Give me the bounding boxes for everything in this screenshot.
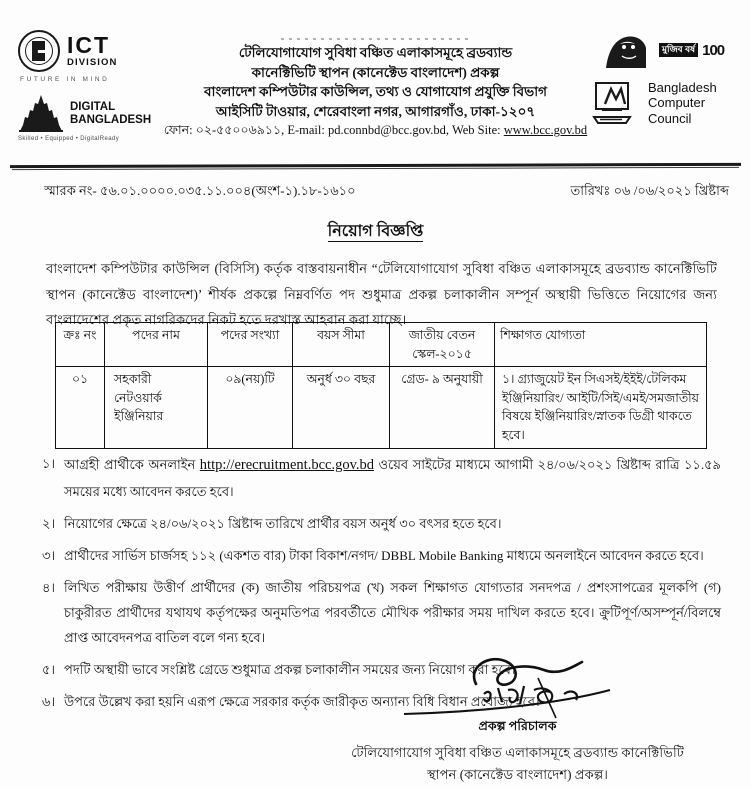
letterhead [0,0,751,140]
bcc-line1: Bangladesh [648,80,717,95]
ict-division-logo [18,30,168,72]
phone-label: ফোন: [163,123,196,138]
digital-bangladesh-tagline: Skilled • Equipped • DigitalReady [18,136,120,142]
email-address: pd.connbd@bcc.gov.bd [327,123,446,138]
intro-paragraph: বাংলাদেশ কম্পিউটার কাউন্সিল (বিসিসি) কর্তৃক বাস্তবায়নাধীন “টেলিযোগাযোগ সুবিধা বঞ্চিত এলাকাসমূহে ব্রডব্যান্ড কানেক্টিভিটি স্থাপন (কানেক্টেড বাংলাদেশ)’ শীর্ষক প্রকল্পে নিম্নবর্ণিত পদ শুধুমাত্র প্রকল্প চলাকালীন সম্পূর্ন অস্থায়ী ভিত্তিতে নিয়োগের জন্য বাংলাদেশের প্রকৃত নাগরিকদের নিকট হতে দরখাস্ত আহবান করা যাচ্ছে। [46,261,717,328]
govt-seal-icon [18,30,60,72]
cell-post-name: সহকারী নেটওয়ার্ক ইঞ্জিনিয়ার [105,367,208,448]
clause-number-1: ১। [42,456,56,471]
header-divider [10,163,741,168]
clause-body-3 [64,544,721,569]
mujib-borsho-label: মুজিব বর্ষ [659,43,698,56]
clause-body-5: পদটি অস্থায়ী ভাবে সংশ্লিষ্ট গ্রেডে শুধুমাত্র প্রকল্প চলাকালীন সময়ের জন্য নিয়োগ করা হবে। [64,661,516,677]
website-url[interactable]: www.bcc.gov.bd [503,123,588,138]
list-item [42,452,721,505]
clause-number-5: ৫। [42,661,56,677]
cell-qualification: ১। গ্র্যাজুয়েট ইন সিএসই/ইইই/টেলিকম ইঞ্জিনিয়ারিং/ আইটি/সিই/এমই/সমজাতীয় বিষয়ে ইঞ্জিনিয়ারিং/স্নাতক ডিগ্রী থাকতে হবে। [495,367,707,448]
mujib-borsho-logo [600,30,737,70]
computer-monitor-icon [592,81,640,125]
ict-label: ICT [67,32,111,59]
header-qualification: শিক্ষাগত যোগ্যতা [495,323,707,367]
letterhead-center-text [161,26,591,140]
handwritten-signature-icon [368,650,668,722]
clause-body-2: নিয়োগের ক্ষেত্রে ২৪/০৬/২০২১ খ্রিষ্টাব্দ তারিখে প্রার্থীর বয়স অনুর্ধ ৩০ বৎসর হতে হবে। [64,515,502,531]
clause-3-pre: প্রার্থীদের সার্ভিস চার্জসহ ১১২ (একশত বার) টাকা বিকাশ/নগদ/ [64,547,382,563]
header-pay-scale: জাতীয় বেতন স্কেল-২০১৫ [390,323,495,367]
project-title-line2: কানেক্টিভিটি স্থাপন (কানেক্টেড বাংলাদেশ) প্রকল্প [251,64,500,80]
cell-sl: ০১ [56,367,105,448]
signatory-organization [300,742,735,786]
erecruitment-url[interactable]: http://erecruitment.bcc.gov.bd [199,457,375,473]
mujib-hundred-label: 100 [702,41,725,59]
clause-number-6: ৬। [42,693,56,709]
bangabandhu-portrait-icon [600,30,656,70]
db-line2: BANGLADESH [70,114,152,126]
db-line1: DIGITAL [70,101,116,114]
dbbl-mobile-banking-label: DBBL Mobile Banking [381,547,504,563]
bcc-line2: Computer [648,95,706,111]
ict-tagline: FUTURE IN MIND [20,76,110,83]
bcc-line3: Council [648,110,692,126]
clause-number-3: ৩। [42,547,56,563]
project-title-line1: টেলিযোগাযোগ সুবিধা বঞ্চিত এলাকাসমূহে ব্রডব্যান্ড [238,45,513,60]
ict-wordmark [67,34,118,68]
cell-post-count: ০৯(নয়)টি [208,367,293,448]
email-label: , E-mail: [281,123,328,138]
header-post-name: পদের নাম [105,323,208,367]
list-item [42,544,721,569]
table-header-row [56,323,707,367]
address-line: আইসিটি টাওয়ার, শেরেবাংলা নগর, আগারগাঁও, ঢাকা-১২০৭ [215,103,536,119]
organization-line: বাংলাদেশ কম্পিউটার কাউন্সিল, তথ্য ও যোগাযোগ প্রযুক্তি বিভাগ [204,84,547,100]
shapla-monument-icon [18,94,64,134]
cell-age-limit: অনুর্ধ ৩০ বছর [293,367,390,448]
clause-body-4: লিখিত পরীক্ষায় উত্তীর্ণ প্রার্থীদের (ক) জাতীয় পরিচয়পত্র (খ) সকল শিক্ষাগত যোগ্যতার সনদপত্র / প্রশংসাপত্রের মূলকপি (গ) চাকুরীরত প্রার্থীদের যথাযথ কর্তৃপক্ষের অনুমতিপত্র পরবর্তীতে মৌখিক পরীক্ষার সময় দাখিল করতে হবে। ক্রুটিপূর্ণ/অসম্পূর্ন/বিলম্বে প্রাপ্ত আবেদনপত্র বাতিল বলে গন্য হবে। [64,579,722,645]
page-title [0,218,751,245]
header-sl: ক্রঃ নং [56,323,105,367]
list-item [42,576,721,651]
page-title-text: নিয়োগ বিজ্ঞপ্তি [327,223,424,240]
left-logo-column [18,30,168,142]
website-label: , Web Site: [445,123,504,138]
digital-bangladesh-logo [18,94,168,134]
clause-body-1 [64,452,721,505]
memo-date: তারিখঃ ০৬ /০৬/২০২১ খ্রিষ্টাব্দ [570,183,729,198]
header-age-limit: বয়স সীমা [293,323,390,367]
clause-3-post: মাধ্যমে অনলাইনে আবেদন করতে হবে। [503,547,704,563]
header-post-count: পদের সংখ্যা [208,323,293,367]
clause-1-post: ওয়েব সাইটের মাধ্যমে আগামী ২৪/০৬/২০২১ খ্রিষ্টাব্দ রাত্রি ১১.৫৯ সময়ের মধ্যে আবেদন করতে হবে। [64,457,721,499]
clause-number-2: ২। [42,515,56,531]
bcc-logo [592,80,737,126]
clause-number-4: ৪। [42,579,56,595]
signature-block [300,650,735,786]
phone-number: ০২-৫৫০০৬৯১১ [195,123,282,138]
memo-number: স্মারক নং- ৫৬.০১.০০০০.০৩৫.১১.০০৪(অংশ-১).১৮-১৬১০ [44,183,356,198]
clause-body-6: উপরে উল্লেখ করা হয়নি এরূপ ক্ষেত্রে সরকার কর্তৃক জারীকৃত অন্যান্য বিধি বিধান প্রযোজ্য হবে। [64,693,540,709]
right-logo-column [582,30,737,126]
digital-bangladesh-wordmark [70,101,151,127]
bcc-wordmark [648,80,717,126]
vacancy-table [55,322,707,449]
contact-line [161,121,591,140]
memo-line [0,182,751,203]
signatory-org-line2: স্থাপন (কানেক্টেড বাংলাদেশ) প্রকল্প। [427,766,608,782]
cell-pay-scale: গ্রেড- ৯ অনুযায়ী [390,367,495,448]
list-item [42,512,721,537]
signatory-org-line1: টেলিযোগাযোগ সুবিধা বঞ্চিত এলাকাসমূহে ব্রডব্যান্ড কানেক্টিভিটি [351,745,684,760]
table-row [56,367,707,448]
faint-rule [281,38,471,40]
clause-1-pre: আগ্রহী প্রার্থীকে অনলাইন [64,457,200,472]
signatory-designation: প্রকল্প পরিচালক [478,719,557,733]
ict-division-label: DIVISION [67,57,118,69]
